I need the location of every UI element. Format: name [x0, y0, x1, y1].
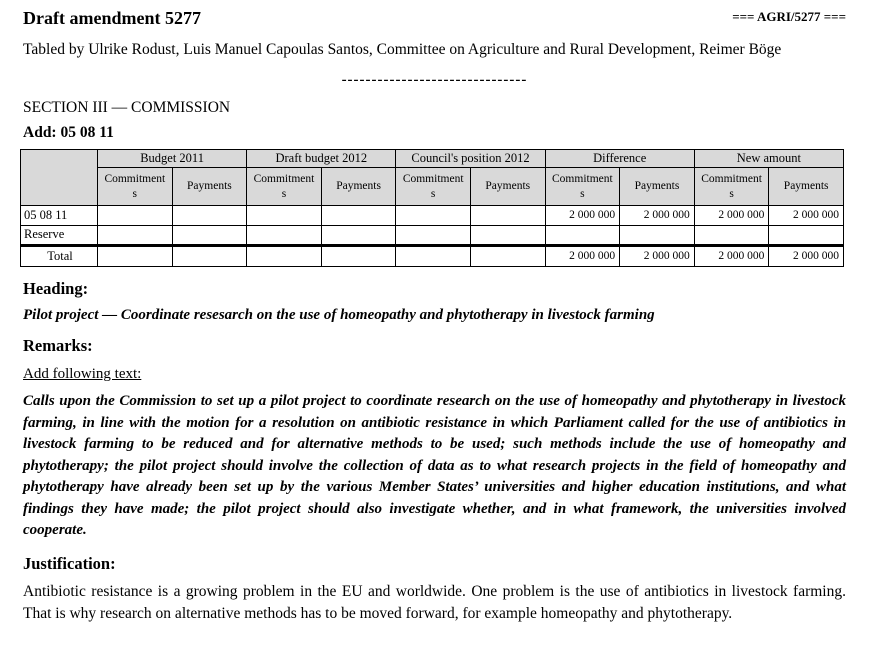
col-header-payments: Payments	[769, 168, 844, 206]
table-cell: 2 000 000	[545, 246, 620, 267]
dashed-separator: -------------------------------	[341, 72, 528, 88]
col-header-payments: Payments	[172, 168, 247, 206]
table-cell	[98, 246, 173, 267]
table-cell	[321, 246, 396, 267]
justification-label: Justification:	[23, 553, 116, 573]
table-cell	[247, 206, 322, 226]
table-cell: 2 000 000	[769, 206, 844, 226]
col-header-commitments: Commitments	[545, 168, 620, 206]
row-label: Reserve	[21, 226, 98, 246]
table-cell: 2 000 000	[694, 246, 769, 267]
table-cell	[172, 226, 247, 246]
table-cell	[769, 226, 844, 246]
table-cell	[396, 206, 471, 226]
table-cell	[396, 246, 471, 267]
table-cell	[470, 246, 545, 267]
heading-text: Pilot project — Coordinate resesarch on the use of homeopathy and phytotherapy in livestock farming	[23, 307, 655, 323]
table-cell	[620, 226, 695, 246]
table-cell	[321, 226, 396, 246]
col-header-payments: Payments	[321, 168, 396, 206]
col-header-payments: Payments	[620, 168, 695, 206]
table-cell	[470, 226, 545, 246]
col-header-payments: Payments	[470, 168, 545, 206]
document-header	[23, 6, 846, 30]
table-cell: 2 000 000	[769, 246, 844, 267]
table-cell	[98, 206, 173, 226]
table-cell: 2 000 000	[620, 206, 695, 226]
document-reference: === AGRI/5277 ===	[732, 9, 846, 24]
table-cell: 2 000 000	[694, 206, 769, 226]
table-cell	[545, 226, 620, 246]
table-cell: 2 000 000	[545, 206, 620, 226]
table-row-total	[21, 246, 844, 267]
heading-label: Heading:	[23, 279, 89, 298]
justification-text: Antibiotic resistance is a growing problem in the EU and worldwide. One problem is the use of antibiotics in livestock farming. That is why research on alternative methods has to be moved forward, for example homeopathy and phytotherapy.	[23, 582, 846, 622]
table-cell	[321, 206, 396, 226]
table-row-05-08-11	[21, 206, 844, 226]
table-corner-cell	[21, 150, 98, 206]
col-header-commitments: Commitments	[694, 168, 769, 206]
row-label: 05 08 11	[21, 206, 98, 226]
col-group-difference: Difference	[545, 150, 694, 168]
col-header-commitments: Commitments	[98, 168, 173, 206]
col-group-budget-2011: Budget 2011	[98, 150, 247, 168]
document-title: Draft amendment 5277	[23, 8, 201, 28]
table-cell	[470, 206, 545, 226]
table-cell	[247, 226, 322, 246]
tabled-by-line: Tabled by Ulrike Rodust, Luis Manuel Capoulas Santos, Committee on Agriculture and Rural Development, Reimer Böge	[23, 41, 782, 58]
remarks-instruction: Add following text:	[23, 366, 142, 382]
section-heading: SECTION III — COMMISSION	[23, 99, 231, 116]
col-group-new-amount: New amount	[694, 150, 843, 168]
table-cell	[694, 226, 769, 246]
col-header-commitments: Commitments	[247, 168, 322, 206]
col-header-commitments: Commitments	[396, 168, 471, 206]
table-cell	[396, 226, 471, 246]
table-cell	[172, 206, 247, 226]
table-group-header-row	[21, 150, 844, 168]
table-sub-header-row	[21, 168, 844, 206]
add-budget-line: Add: 05 08 11	[23, 124, 114, 141]
row-label: Total	[21, 246, 98, 267]
col-group-councils-position-2012: Council's position 2012	[396, 150, 545, 168]
table-cell	[247, 246, 322, 267]
table-row-reserve	[21, 226, 844, 246]
remarks-label: Remarks:	[23, 336, 93, 355]
remarks-text: Calls upon the Commission to set up a pilot project to coordinate research on the use of homeopathy and phytotherapy in livestock farming, in line with the motion for a resolution on antibiotic resistance in which Parliament called for the use of antibiotics in livestock farming to be reduced and for alternative methods to be used; such methods include the use of homeopathy and phytotherapy; the pilot project should involve the collection of data as to what research projects in the field of homeopathy and phytotherapy have already been set up by the various Member States’ universities and higher education institutions, and what findings they have made; the pilot project should also investigate whether, and in what framework, the universities involved cooperate.	[23, 393, 846, 538]
budget-table	[20, 149, 844, 267]
table-cell	[172, 246, 247, 267]
table-cell: 2 000 000	[620, 246, 695, 267]
col-group-draft-budget-2012: Draft budget 2012	[247, 150, 396, 168]
table-cell	[98, 226, 173, 246]
